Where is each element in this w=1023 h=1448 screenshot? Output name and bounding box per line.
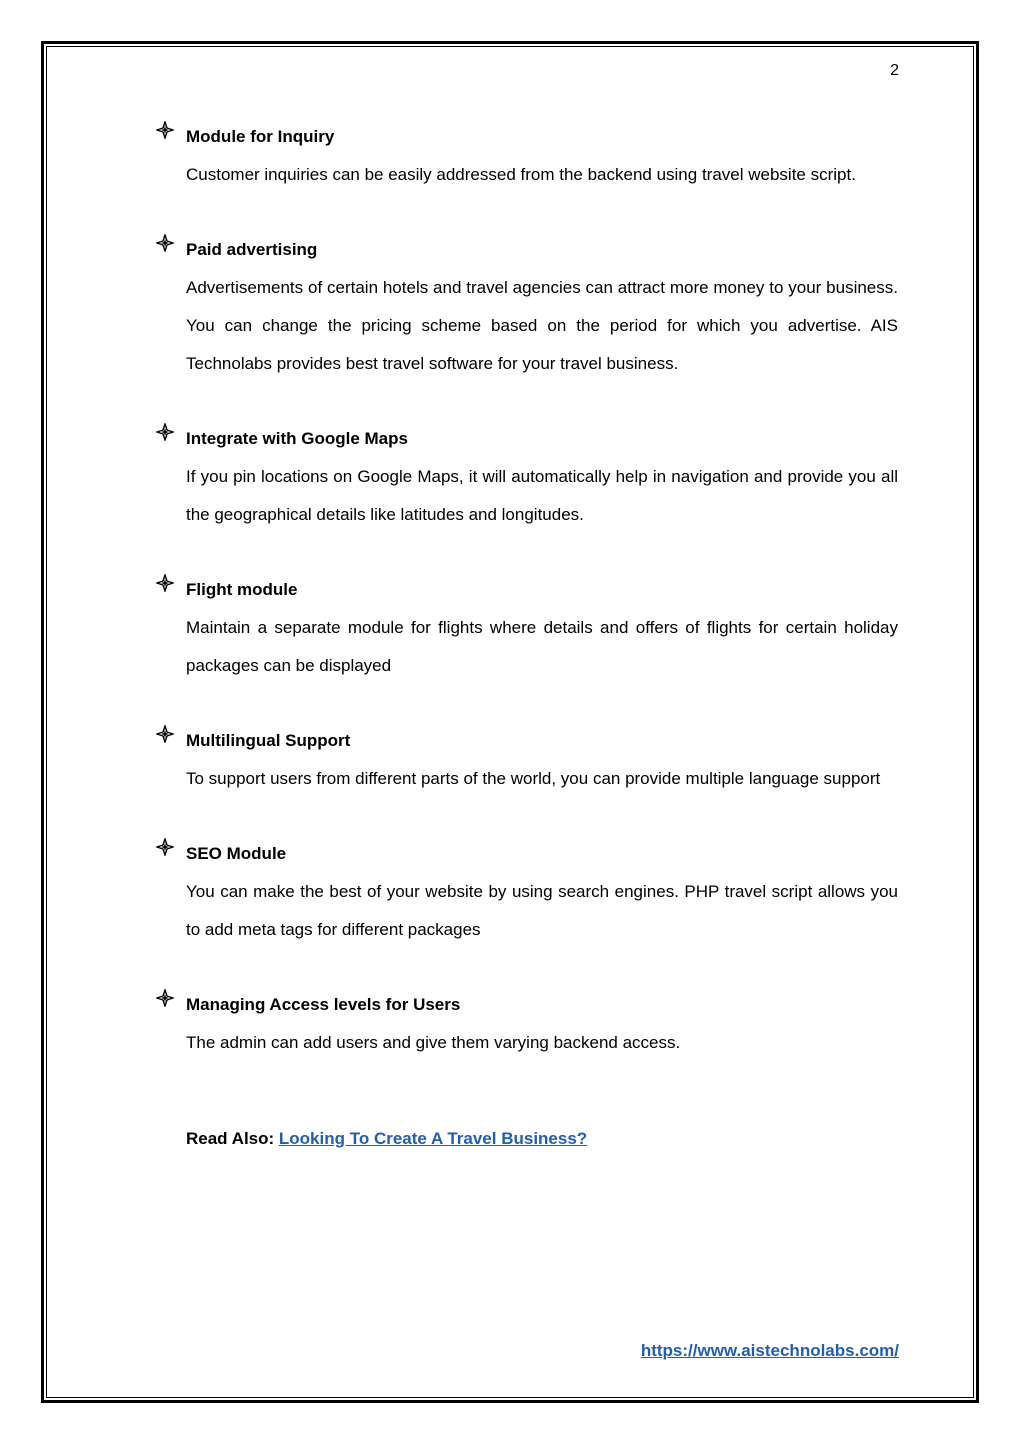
section-google-maps [186, 420, 898, 534]
section-flight-module [186, 571, 898, 685]
section-heading: Managing Access levels for Users [186, 995, 461, 1014]
section-heading: Flight module [186, 580, 298, 599]
diamond-bullet-icon [156, 423, 174, 441]
diamond-bullet-icon [156, 989, 174, 1007]
diamond-bullet-icon [156, 121, 174, 139]
section-multilingual-support [186, 722, 898, 798]
diamond-bullet-icon [156, 234, 174, 252]
section-body: If you pin locations on Google Maps, it will automatically help in navigation and provide you all the geographical details like latitudes and longitudes. [186, 467, 898, 524]
section-heading: Paid advertising [186, 240, 318, 259]
section-body: You can make the best of your website by using search engines. PHP travel script allows you to add meta tags for different packages [186, 882, 898, 939]
document-content [186, 118, 898, 1158]
section-heading: SEO Module [186, 844, 287, 863]
section-heading: Module for Inquiry [186, 127, 335, 146]
section-seo-module [186, 835, 898, 949]
section-heading: Multilingual Support [186, 731, 351, 750]
section-body: Maintain a separate module for flights where details and offers of flights for certain holiday packages can be displayed [186, 618, 898, 675]
page-number: 2 [890, 62, 899, 79]
section-body: Customer inquiries can be easily addressed from the backend using travel website script. [186, 165, 856, 184]
section-access-levels [186, 986, 898, 1062]
read-also [186, 1120, 898, 1158]
section-module-for-inquiry [186, 118, 898, 194]
section-paid-advertising [186, 231, 898, 383]
read-also-link[interactable]: Looking To Create A Travel Business? [278, 1129, 588, 1148]
section-body: Advertisements of certain hotels and travel agencies can attract more money to your business. You can change the pricing scheme based on the period for which you advertise. AIS Technolabs provides best travel software for your travel business. [186, 278, 898, 373]
diamond-bullet-icon [156, 574, 174, 592]
section-body: To support users from different parts of the world, you can provide multiple language support [186, 769, 881, 788]
section-body: The admin can add users and give them varying backend access. [186, 1033, 681, 1052]
read-also-label: Read Also: [186, 1129, 275, 1148]
footer-website-link[interactable]: https://www.aistechnolabs.com/ [640, 1341, 899, 1360]
diamond-bullet-icon [156, 838, 174, 856]
section-heading: Integrate with Google Maps [186, 429, 408, 448]
diamond-bullet-icon [156, 725, 174, 743]
